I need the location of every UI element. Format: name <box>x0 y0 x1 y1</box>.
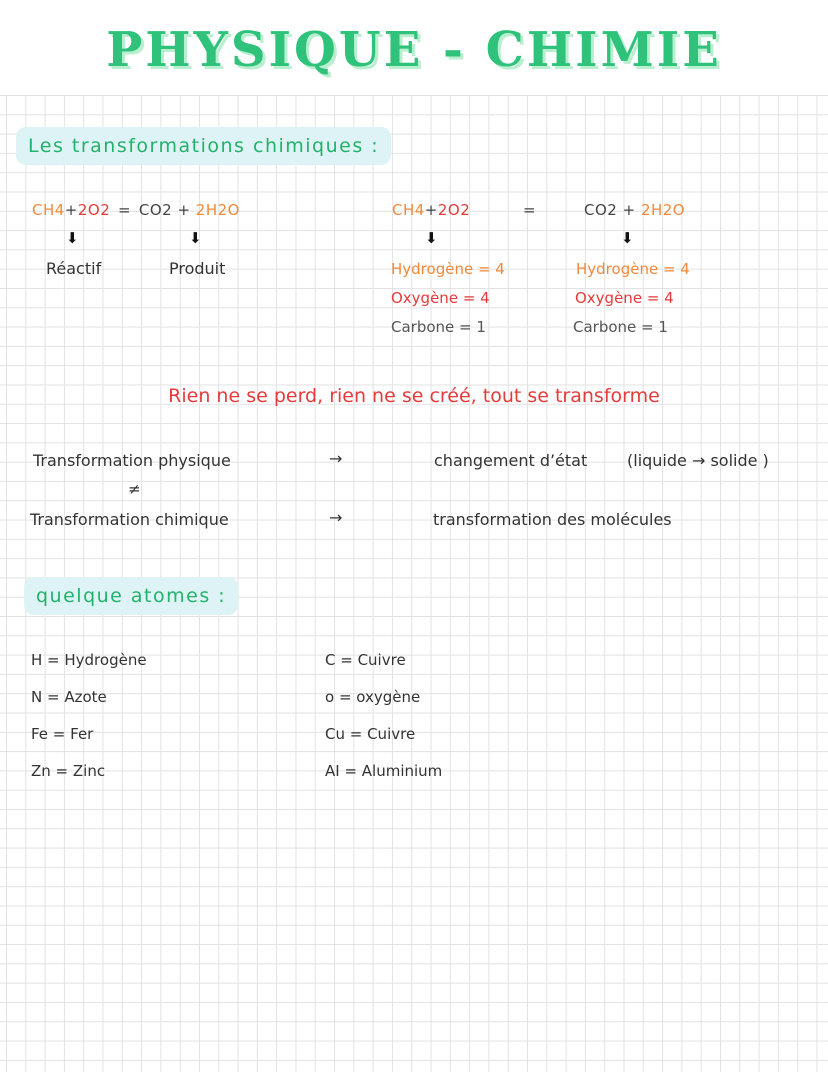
atom-carbon: C = Cuivre <box>325 651 406 669</box>
right-reactant-plus: + <box>424 201 438 219</box>
down-arrow-icon: ⬇ <box>621 229 634 247</box>
right-product-h2o: 2H2O <box>640 201 686 219</box>
left-reactant-plus: + <box>64 201 78 219</box>
atom-zinc: Zn = Zinc <box>31 762 106 780</box>
reactant-label: Réactif <box>46 259 102 278</box>
atom-copper: Cu = Cuivre <box>325 725 416 743</box>
reactant-oxygen-count: Oxygène = 4 <box>391 289 490 307</box>
reactant-carbon-count: Carbone = 1 <box>391 318 486 336</box>
left-equation <box>32 201 240 219</box>
atom-iron: Fe = Fer <box>31 725 94 743</box>
right-arrow-icon: → <box>329 508 343 527</box>
physical-transformation-meaning: changement d’état <box>434 451 588 470</box>
right-reactants <box>392 201 470 219</box>
left-product-plus: + <box>172 201 196 219</box>
atom-nitrogen: N = Azote <box>31 688 107 706</box>
section-heading-atoms: quelque atomes : <box>24 577 238 615</box>
product-carbon-count: Carbone = 1 <box>573 318 668 336</box>
conservation-motto: Rien ne se perd, rien ne se créé, tout se transforme <box>168 385 660 407</box>
right-reactant-ch4: CH4 <box>392 201 425 219</box>
product-label: Produit <box>169 259 226 278</box>
left-reactant-o2: 2O2 <box>77 201 111 219</box>
right-products <box>584 201 685 219</box>
not-equal-icon: ≠ <box>128 480 141 498</box>
chemical-transformation-meaning: transformation des molécules <box>433 510 672 529</box>
down-arrow-icon: ⬇ <box>66 229 79 247</box>
right-product-plus: + <box>617 201 641 219</box>
atom-hydrogen: H = Hydrogène <box>31 651 147 669</box>
right-equals: = <box>523 201 537 219</box>
reactant-hydrogen-count: Hydrogène = 4 <box>391 260 505 278</box>
left-product-h2o: 2H2O <box>195 201 240 219</box>
physical-transformation-example: (liquide → solide ) <box>627 451 769 470</box>
page-title: PHYSIQUE - CHIMIE <box>106 22 722 78</box>
product-oxygen-count: Oxygène = 4 <box>575 289 674 307</box>
right-arrow-icon: → <box>329 449 343 468</box>
down-arrow-icon: ⬇ <box>189 229 202 247</box>
left-equals: = <box>118 201 132 219</box>
product-hydrogen-count: Hydrogène = 4 <box>576 260 690 278</box>
atom-aluminium: AI = Aluminium <box>325 762 443 780</box>
atom-oxygen: o = oxygène <box>325 688 421 706</box>
left-product-co2: CO2 <box>138 201 173 219</box>
right-reactant-o2: 2O2 <box>437 201 471 219</box>
physical-transformation-label: Transformation physique <box>33 451 231 470</box>
section-heading-transformations: Les transformations chimiques : <box>16 127 391 165</box>
chemical-transformation-label: Transformation chimique <box>30 510 229 529</box>
right-product-co2: CO2 <box>584 201 618 219</box>
down-arrow-icon: ⬇ <box>425 229 438 247</box>
left-reactant-ch4: CH4 <box>32 201 65 219</box>
